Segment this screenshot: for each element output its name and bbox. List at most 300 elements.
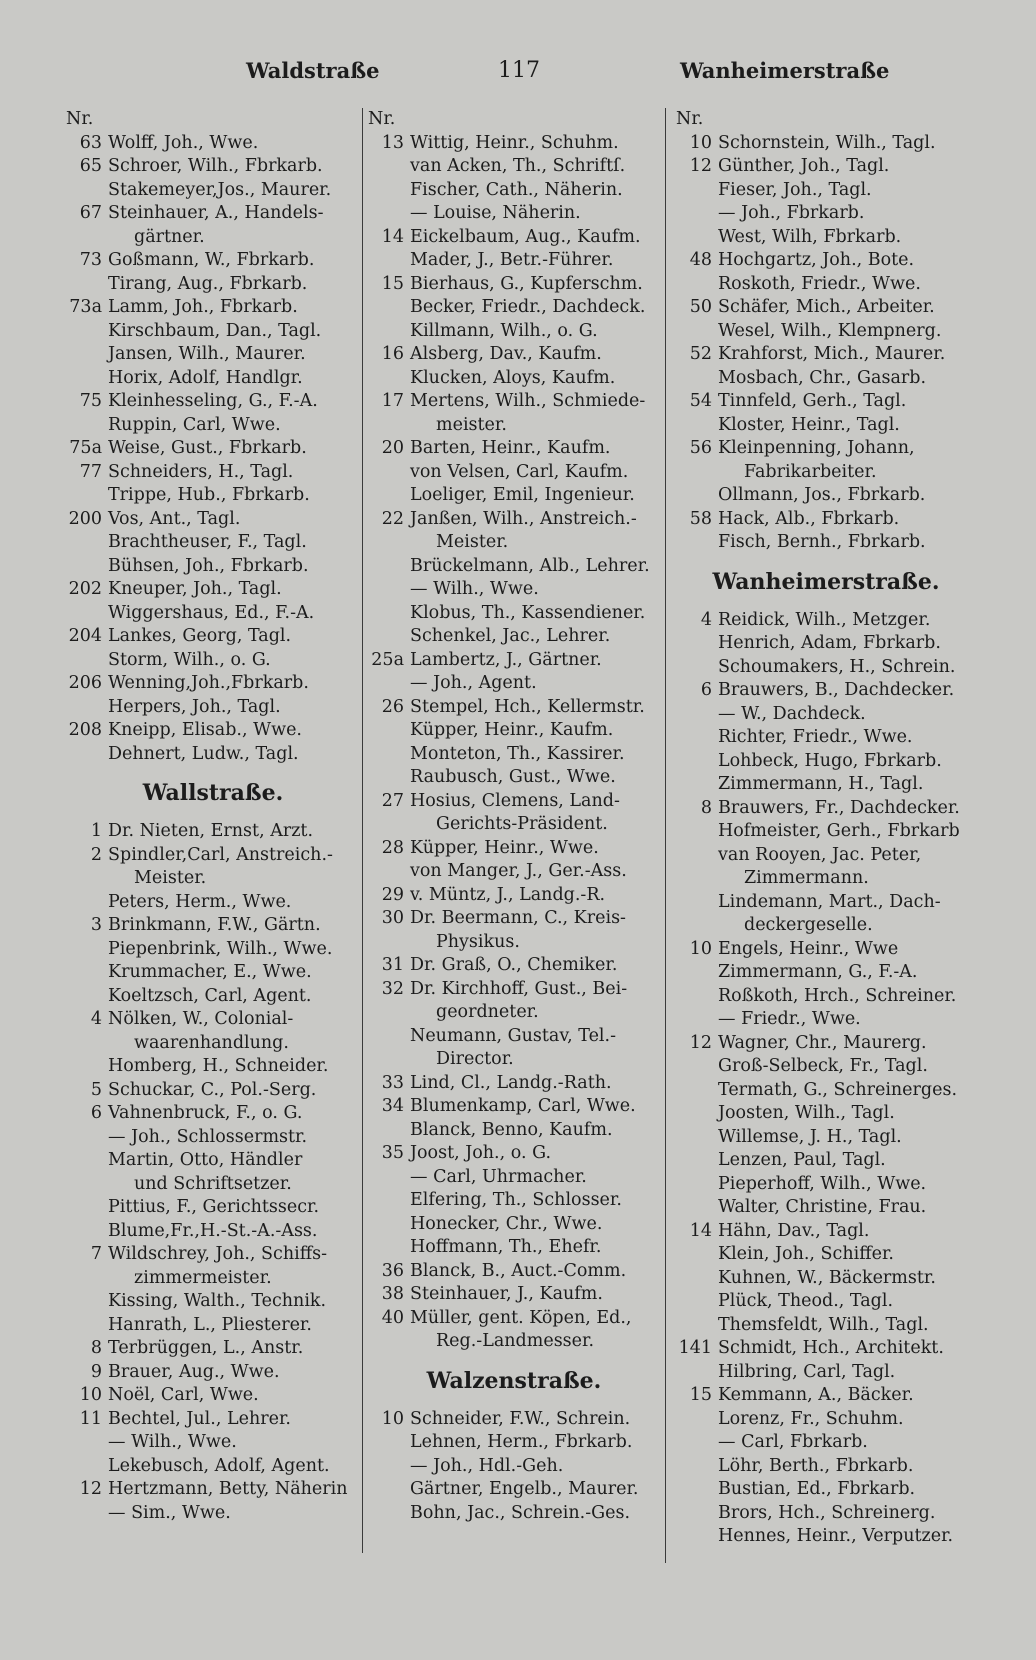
house-number: 20 [381, 438, 404, 458]
directory-entry-cont [66, 1055, 360, 1079]
resident-text: Henrich, Adam, Fbrkarb. [718, 633, 941, 653]
number-column-label: Nr. [676, 109, 704, 129]
resident-text: Wittig, Heinr., Schuhm. [410, 132, 619, 153]
house-number: 56 [689, 438, 712, 458]
resident-text: Fabrikarbeiter. [744, 461, 877, 482]
resident-text: Fischer, Cath., Näherin. [410, 179, 623, 200]
resident-text: Schneider, F.W., Schrein. [410, 1408, 631, 1429]
street-heading: Wanheimerstraße. [712, 568, 940, 595]
resident-text: Alsberg, Dav., Kaufm. [410, 344, 602, 364]
directory-entry [368, 1283, 660, 1307]
resident-text: Dr. Kirchhoff, Gust., Bei- [410, 978, 628, 999]
resident-text: Loeliger, Emil, Ingenieur. [410, 485, 635, 505]
resident-text: Hennes, Heinr., Verputzer. [718, 1526, 954, 1546]
resident-text: Groß-Selbeck, Fr., Tagl. [718, 1056, 928, 1076]
directory-entry-cont [368, 1478, 660, 1502]
resident-text: Eickelbaum, Aug., Kaufm. [410, 226, 641, 247]
directory-entry-cont [676, 202, 976, 226]
directory-entry-cont [368, 461, 660, 485]
directory-entry-cont [368, 320, 660, 344]
resident-text: Janßen, Wilh., Anstreich.- [410, 508, 637, 529]
resident-text: Lambertz, J., Gärtner. [410, 649, 602, 670]
resident-text: Bohn, Jac., Schrein.-Ges. [410, 1502, 631, 1523]
directory-entry-cont [368, 179, 660, 203]
directory-entry-cont [368, 625, 660, 649]
house-number: 35 [381, 1143, 404, 1163]
resident-text: Günther, Joh., Tagl. [718, 156, 890, 176]
resident-text: Director. [436, 1049, 514, 1069]
resident-text: Joosten, Wilh., Tagl. [718, 1103, 895, 1123]
resident-text: — Sim., Wwe. [108, 1502, 231, 1523]
house-number: 6 [90, 1103, 102, 1123]
directory-entry [676, 1032, 976, 1056]
number-column-label: Nr. [368, 109, 396, 129]
resident-text: Schmidt, Hch., Architekt. [718, 1338, 944, 1358]
directory-entry-cont [66, 1431, 360, 1455]
directory-entry-cont [676, 891, 976, 915]
house-number: 1 [90, 821, 102, 841]
column-divider [665, 108, 666, 1563]
resident-text: Noël, Carl, Wwe. [108, 1385, 259, 1405]
resident-text: Schenkel, Jac., Lehrer. [410, 626, 611, 646]
house-number: 29 [381, 884, 404, 905]
resident-text: Themsfeldt, Wilh., Tagl. [718, 1314, 929, 1335]
resident-text: Kuhnen, W., Bäckermstr. [718, 1267, 936, 1288]
directory-entry-cont [676, 320, 976, 344]
resident-text: Ollmann, Jos., Fbrkarb. [718, 485, 926, 505]
resident-text: Küpper, Heinr., Kaufm. [410, 720, 614, 740]
directory-entry [66, 202, 360, 226]
resident-text: Walter, Christine, Frau. [718, 1197, 927, 1217]
resident-text: Krahforst, Mich., Maurer. [718, 344, 946, 364]
directory-entry-cont [368, 1025, 660, 1049]
resident-text: — Joh., Hdl.-Geh. [410, 1455, 564, 1476]
directory-entry [66, 1361, 360, 1385]
resident-text: Goßmann, W., Fbrkarb. [108, 250, 315, 270]
resident-text: Hoffmann, Th., Ehefr. [410, 1237, 602, 1257]
house-number: 73a [69, 297, 102, 317]
resident-text: Meister. [134, 868, 207, 888]
directory-entry-cont [676, 1173, 976, 1197]
resident-text: — Wilh., Wwe. [108, 1432, 237, 1452]
running-head-right: Wanheimerstraße [680, 58, 890, 83]
resident-text: Kneuper, Joh., Tagl. [108, 579, 282, 599]
house-number: 200 [68, 508, 102, 529]
resident-text: Hosius, Clemens, Land- [410, 790, 620, 811]
resident-text: Hack, Alb., Fbrkarb. [718, 508, 900, 529]
resident-text: Mertens, Wilh., Schmiede- [410, 391, 646, 411]
directory-entry [66, 249, 360, 273]
resident-text: Kloster, Heinr., Tagl. [718, 414, 900, 435]
house-number: 54 [689, 391, 712, 411]
directory-entry [368, 1260, 660, 1284]
resident-text: Barten, Heinr., Kaufm. [410, 438, 611, 458]
directory-entry [368, 390, 660, 414]
directory-entry-cont [368, 578, 660, 602]
directory-entry-cont [676, 179, 976, 203]
house-number: 208 [68, 720, 102, 740]
resident-text: van Acken, Th., Schriftſ. [410, 156, 626, 176]
resident-text: von Manger, J., Ger.-Ass. [410, 861, 627, 881]
resident-text: Bechtel, Jul., Lehrer. [108, 1408, 291, 1429]
directory-entry [368, 1408, 660, 1432]
resident-text: Stakemeyer,Jos., Maurer. [108, 179, 332, 200]
directory-entry-wrap [368, 1001, 660, 1025]
directory-entry-cont [368, 1455, 660, 1479]
house-number: 58 [689, 508, 712, 529]
resident-text: Brors, Hch., Schreinerg. [718, 1502, 936, 1523]
directory-entry-cont [368, 249, 660, 273]
house-number: 26 [381, 696, 404, 717]
resident-text: Schornstein, Wilh., Tagl. [718, 132, 936, 153]
directory-entry [676, 155, 976, 179]
house-number: 206 [68, 673, 102, 693]
directory-entry [66, 625, 360, 649]
resident-text: Schuckar, C., Pol.-Serg. [108, 1079, 317, 1100]
directory-entry [66, 1243, 360, 1267]
directory-entry [676, 249, 976, 273]
directory-entry [368, 1072, 660, 1096]
directory-entry-wrap [368, 531, 660, 555]
house-number: 40 [381, 1307, 404, 1328]
house-number: 65 [79, 156, 102, 176]
directory-entry [676, 343, 976, 367]
directory-entry-cont [368, 719, 660, 743]
resident-text: Wildschrey, Joh., Schiffs- [108, 1244, 328, 1264]
house-number: 67 [79, 203, 102, 223]
directory-entry-cont [368, 367, 660, 391]
resident-text: Wagner, Chr., Maurerg. [718, 1032, 927, 1053]
directory-entry [368, 696, 660, 720]
resident-text: Lindemann, Mart., Dach- [718, 891, 941, 912]
directory-entry-cont [66, 1220, 360, 1244]
resident-text: meister. [436, 414, 507, 435]
directory-entry [368, 884, 660, 908]
resident-text: Physikus. [436, 931, 520, 952]
resident-text: — Friedr., Wwe. [718, 1009, 861, 1029]
directory-entry-cont [676, 1290, 976, 1314]
house-number: 6 [700, 680, 712, 700]
resident-text: Hochgartz, Joh., Bote. [718, 250, 915, 270]
directory-entry-cont [676, 1408, 976, 1432]
resident-text: Elfering, Th., Schlosser. [410, 1190, 622, 1210]
directory-entry-wrap [368, 813, 660, 837]
directory-entry [368, 508, 660, 532]
resident-text: Brinkmann, F.W., Gärtn. [108, 915, 321, 935]
directory-entry [676, 296, 976, 320]
resident-text: Jansen, Wilh., Maurer. [108, 344, 306, 364]
resident-text: Brauwers, B., Dachdecker. [718, 680, 955, 700]
directory-entry-cont [66, 484, 360, 508]
directory-entry-cont [368, 1431, 660, 1455]
resident-text: Wolff, Joh., Wwe. [108, 132, 259, 153]
house-number: 4 [90, 1009, 102, 1029]
directory-entry [368, 1142, 660, 1166]
resident-text: Mosbach, Chr., Gasarb. [718, 367, 927, 388]
resident-text: Storm, Wilh., o. G. [108, 649, 271, 670]
directory-entry [368, 1307, 660, 1331]
resident-text: Blume,Fr.,H.-St.-A.-Ass. [108, 1220, 318, 1241]
resident-text: — Joh., Agent. [410, 673, 537, 693]
directory-entry-wrap [66, 1267, 360, 1291]
directory-entry-cont [66, 343, 360, 367]
directory-entry [66, 844, 360, 868]
directory-entry-cont [66, 320, 360, 344]
resident-text: Tirang, Aug., Fbrkarb. [108, 273, 308, 294]
directory-entry-cont [66, 367, 360, 391]
house-number: 14 [381, 226, 404, 247]
directory-entry-cont [676, 985, 976, 1009]
resident-text: Wesel, Wilh., Klempnerg. [718, 320, 942, 341]
directory-entry-wrap [676, 867, 976, 891]
directory-entry-cont [676, 1267, 976, 1291]
house-number: 5 [90, 1079, 102, 1100]
directory-entry [368, 790, 660, 814]
resident-text: Becker, Friedr., Dachdeck. [410, 297, 646, 317]
house-number: 15 [689, 1385, 712, 1405]
directory-entry-cont [66, 1149, 360, 1173]
directory-entry-wrap [368, 931, 660, 955]
house-number: 12 [689, 156, 712, 176]
directory-entry-cont [66, 1314, 360, 1338]
resident-text: Termath, G., Schreinerges. [718, 1079, 958, 1100]
resident-text: geordneter. [436, 1002, 539, 1022]
directory-entry-cont [676, 1455, 976, 1479]
house-number: 14 [689, 1220, 712, 1241]
resident-text: Meister. [436, 532, 509, 552]
directory-entry-wrap [66, 1032, 360, 1056]
resident-text: Stempel, Hch., Kellermstr. [410, 696, 645, 717]
directory-entry-cont [676, 1431, 976, 1455]
resident-text: — Louise, Näherin. [410, 203, 581, 223]
resident-text: Trippe, Hub., Fbrkarb. [108, 485, 310, 505]
directory-entry-cont [66, 555, 360, 579]
directory-entry [368, 978, 660, 1002]
directory-entry-cont [676, 414, 976, 438]
directory-entry [66, 437, 360, 461]
directory-entry-cont [676, 750, 976, 774]
directory-entry [676, 390, 976, 414]
directory-entry-cont [66, 961, 360, 985]
directory-entry [368, 1095, 660, 1119]
directory-entry-cont [66, 891, 360, 915]
column-divider [362, 108, 363, 1553]
column-2 [368, 108, 660, 1525]
directory-entry-wrap [368, 414, 660, 438]
resident-text: Peters, Herm., Wwe. [108, 891, 292, 912]
house-number: 28 [381, 837, 404, 858]
directory-entry-cont [368, 1119, 660, 1143]
house-number: 10 [381, 1408, 404, 1429]
directory-entry-cont [368, 672, 660, 696]
directory-entry-cont [368, 555, 660, 579]
resident-text: Zimmermann, H., Tagl. [718, 774, 924, 794]
resident-text: Lohbeck, Hugo, Fbrkarb. [718, 750, 942, 771]
resident-text: Blanck, Benno, Kaufm. [410, 1119, 613, 1140]
directory-entry [676, 1220, 976, 1244]
resident-text: Klucken, Aloys, Kaufm. [410, 367, 616, 388]
directory-entry-cont [368, 1166, 660, 1190]
directory-entry-cont [676, 844, 976, 868]
directory-entry-cont [676, 273, 976, 297]
directory-entry [368, 837, 660, 861]
directory-entry-cont [676, 367, 976, 391]
resident-text: Herpers, Joh., Tagl. [108, 696, 281, 717]
street-heading: Walzenstraße. [426, 1367, 602, 1394]
house-number: 12 [689, 1032, 712, 1053]
directory-entry-cont [66, 1455, 360, 1479]
house-number: 13 [381, 132, 404, 153]
house-number: 8 [700, 797, 712, 818]
resident-text: Lorenz, Fr., Schuhm. [718, 1408, 904, 1429]
directory-entry [368, 343, 660, 367]
resident-text: Hertzmann, Betty, Näherin [108, 1479, 348, 1499]
directory-entry-cont [66, 985, 360, 1009]
directory-entry [66, 1384, 360, 1408]
resident-text: Roßkoth, Hrch., Schreiner. [718, 985, 957, 1006]
house-number: 75 [79, 391, 102, 411]
resident-text: Piepenbrink, Wilh., Wwe. [108, 938, 333, 959]
house-number: 32 [381, 978, 404, 999]
directory-entry-cont [368, 743, 660, 767]
directory-entry-cont [368, 296, 660, 320]
house-number: 141 [678, 1338, 712, 1358]
directory-entry-cont [66, 1126, 360, 1150]
resident-text: — Joh., Fbrkarb. [718, 203, 865, 223]
resident-text: Zimmermann. [744, 868, 869, 888]
resident-text: West, Wilh, Fbrkarb. [718, 226, 902, 247]
house-number: 34 [381, 1096, 404, 1116]
resident-text: Krummacher, E., Wwe. [108, 962, 312, 982]
directory-entry-wrap [66, 226, 360, 250]
directory-entry-cont [676, 632, 976, 656]
resident-text: Ruppin, Carl, Wwe. [108, 414, 281, 435]
house-number: 31 [381, 955, 404, 975]
directory-entry [368, 907, 660, 931]
resident-text: Pieperhoff, Wilh., Wwe. [718, 1173, 927, 1194]
resident-text: Steinhauer, A., Handels- [108, 203, 324, 223]
directory-entry [676, 679, 976, 703]
directory-entry-cont [66, 743, 360, 767]
directory-entry-cont [676, 1502, 976, 1526]
house-number: 22 [381, 508, 404, 529]
directory-entry-cont [676, 726, 976, 750]
resident-text: Blumenkamp, Carl, Wwe. [410, 1096, 636, 1116]
directory-entry [676, 1384, 976, 1408]
resident-text: Terbrüggen, L., Anstr. [108, 1338, 304, 1358]
resident-text: Reidick, Wilh., Metzger. [718, 609, 931, 630]
house-number: 75a [69, 438, 102, 458]
house-number: 73 [79, 250, 102, 270]
house-number: 77 [79, 461, 102, 482]
resident-text: Steinhauer, J., Kaufm. [410, 1284, 603, 1304]
resident-text: Honecker, Chr., Wwe. [410, 1213, 603, 1234]
directory-entry-cont [676, 961, 976, 985]
column-1 [66, 108, 360, 1525]
resident-text: Brachtheuser, F., Tagl. [108, 532, 307, 552]
resident-text: Pittius, F., Gerichtssecr. [108, 1197, 320, 1217]
resident-text: Dr. Graß, O., Chemiker. [410, 955, 618, 975]
resident-text: Klobus, Th., Kassendiener. [410, 602, 646, 623]
resident-text: Raubusch, Gust., Wwe. [410, 767, 616, 787]
house-number: 202 [68, 579, 102, 599]
resident-text: Neumann, Gustav, Tel.- [410, 1025, 617, 1046]
resident-text: Kleinhesseling, G., F.-A. [108, 391, 318, 411]
directory-entry-cont [676, 1478, 976, 1502]
directory-entry-cont [368, 1502, 660, 1526]
resident-text: — W., Dachdeck. [718, 703, 866, 724]
resident-text: v. Müntz, J., Landg.-R. [410, 884, 606, 905]
directory-entry [66, 508, 360, 532]
directory-entry [368, 954, 660, 978]
directory-entry [66, 1079, 360, 1103]
directory-entry-wrap [368, 1330, 660, 1354]
resident-text: Zimmermann, G., F.-A. [718, 962, 918, 982]
resident-text: Klein, Joh., Schiffer. [718, 1244, 894, 1264]
resident-text: Kemmann, A., Bäcker. [718, 1385, 914, 1405]
resident-text: Hähn, Dav., Tagl. [718, 1220, 870, 1241]
resident-text: Tinnfeld, Gerh., Tagl. [718, 391, 907, 411]
directory-entry [66, 132, 360, 156]
resident-text: Wiggershaus, Ed., F.-A. [108, 602, 315, 623]
resident-text: Kissing, Walth., Technik. [108, 1291, 327, 1311]
house-number: 8 [90, 1338, 102, 1358]
resident-text: Brauer, Aug., Wwe. [108, 1361, 280, 1382]
directory-entry-cont [66, 696, 360, 720]
directory-entry [66, 1478, 360, 1502]
directory-entry [66, 1337, 360, 1361]
resident-text: Hilbring, Carl, Tagl. [718, 1361, 896, 1382]
directory-entry [66, 820, 360, 844]
resident-text: Löhr, Berth., Fbrkarb. [718, 1455, 914, 1476]
resident-text: Lankes, Georg, Tagl. [108, 626, 292, 646]
directory-entry-cont [368, 602, 660, 626]
resident-text: Lamm, Joh., Fbrkarb. [108, 297, 298, 317]
directory-entry [66, 719, 360, 743]
directory-entry-cont [66, 938, 360, 962]
resident-text: — Joh., Schlossermstr. [108, 1126, 308, 1147]
resident-text: Spindler,Carl, Anstreich.- [108, 844, 333, 865]
directory-entry-cont [676, 484, 976, 508]
resident-text: Brückelmann, Alb., Lehrer. [410, 555, 650, 576]
resident-text: Gerichts-Präsident. [436, 814, 608, 834]
directory-entry [676, 1337, 976, 1361]
directory-entry-cont [676, 1361, 976, 1385]
directory-entry [66, 1408, 360, 1432]
resident-text: Martin, Otto, Händler [108, 1150, 303, 1170]
directory-entry-cont [676, 1008, 976, 1032]
directory-entry-cont [676, 703, 976, 727]
directory-entry-cont [368, 155, 660, 179]
resident-text: Schneiders, H., Tagl. [108, 461, 294, 482]
directory-entry [368, 132, 660, 156]
directory-entry [66, 578, 360, 602]
house-number: 63 [79, 132, 102, 153]
resident-text: Mader, J., Betr.-Führer. [410, 250, 614, 270]
resident-text: Wenning,Joh.,Fbrkarb. [108, 673, 309, 693]
house-number: 48 [689, 250, 712, 270]
resident-text: Schäfer, Mich., Arbeiter. [718, 297, 935, 317]
directory-entry-wrap [676, 914, 976, 938]
directory-entry-cont [66, 179, 360, 203]
directory-entry-cont [66, 1196, 360, 1220]
directory-entry [66, 914, 360, 938]
directory-entry-cont [676, 1149, 976, 1173]
directory-entry [66, 672, 360, 696]
directory-entry [66, 390, 360, 414]
directory-entry-cont [368, 484, 660, 508]
directory-entry-cont [368, 766, 660, 790]
